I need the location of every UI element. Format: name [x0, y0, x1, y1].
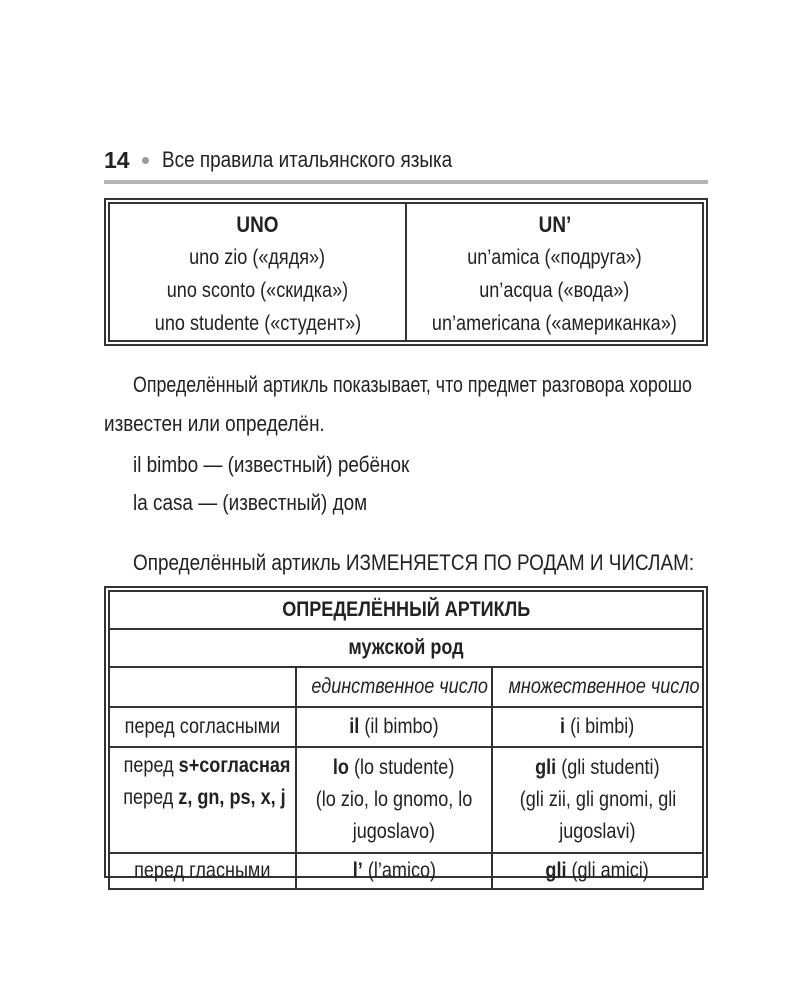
article-example: (l’amico)	[362, 859, 436, 882]
row-label-bold: s+согласная	[178, 754, 291, 777]
article-form: il	[349, 715, 360, 738]
definite-article-description-cont: известен или определён.	[104, 411, 325, 436]
page-header	[104, 146, 708, 174]
uno-heading: UNO	[236, 212, 279, 237]
article-example: (gli studenti)	[556, 756, 660, 779]
article-example: (i bimbi)	[565, 715, 635, 738]
article-example: (gli amici)	[566, 859, 650, 882]
paragraph-line	[104, 409, 361, 439]
example-line	[133, 488, 405, 518]
uno-example: uno studente («студент»)	[154, 312, 361, 335]
singular-header-text: единственное число	[311, 675, 489, 698]
example-line	[133, 450, 454, 480]
row-label-text: перед гласными	[134, 859, 271, 882]
article-example: (gli zii, gli gnomi, gli	[519, 788, 676, 811]
page-number: 14	[104, 147, 130, 173]
singular-column-header	[296, 667, 492, 707]
row-label	[109, 707, 296, 747]
article-example: jugoslavi)	[559, 820, 636, 843]
gender-header-text: мужской род	[348, 636, 464, 659]
article-example: (il bimbo)	[359, 715, 439, 738]
caps-text: ИЗМЕНЯЕТСЯ ПО РОДАМ И ЧИСЛАМ:	[345, 550, 695, 575]
article-form: i	[560, 715, 566, 738]
row-label-text: перед	[123, 786, 179, 809]
definite-article-description: Определённый артикль показывает, что предмет разговора хорошо	[133, 372, 692, 397]
uno-example: uno zio («дядя»)	[189, 246, 326, 269]
table-title-text: ОПРЕДЕЛЁННЫЙ АРТИКЛЬ	[281, 598, 531, 621]
empty-corner-cell	[109, 667, 296, 707]
row-label-bold: z, gn, ps, x, j	[178, 786, 286, 809]
row-label-text: перед согласными	[124, 715, 281, 738]
header-divider	[104, 180, 708, 184]
example-il-bimbo: il bimbo — (известный) ребёнок	[133, 452, 410, 477]
row-label	[109, 747, 296, 853]
book-title: Все правила итальянского языка	[162, 147, 453, 172]
table-row	[109, 707, 703, 747]
table-title	[109, 591, 703, 629]
gender-header	[109, 629, 703, 667]
changes-by-gender-number	[133, 548, 694, 578]
singular-cell	[296, 707, 492, 747]
article-form: gli	[545, 859, 567, 882]
row-label-text: перед	[123, 754, 179, 777]
paragraph-line	[133, 548, 785, 578]
bullet-separator-icon	[142, 157, 149, 164]
plural-column-header	[492, 667, 703, 707]
un-apostrophe-example: un’americana («американка»)	[432, 312, 677, 335]
article-form: l’	[352, 859, 363, 882]
example-la-casa: la casa — (известный) дом	[133, 490, 368, 515]
article-form: gli	[535, 756, 557, 779]
table-row	[109, 747, 703, 853]
plural-header-text: множественное число	[508, 675, 700, 698]
plural-cell	[492, 747, 703, 853]
plural-cell	[492, 853, 703, 889]
un-apostrophe-example: un’acqua («вода»)	[479, 279, 630, 302]
un-apostrophe-example: un’amica («подруга»)	[467, 246, 642, 269]
un-apostrophe-column	[406, 203, 703, 341]
article-example: (lo studente)	[349, 756, 455, 779]
row-label	[109, 853, 296, 889]
singular-cell	[296, 853, 492, 889]
definite-article-table	[104, 586, 708, 882]
lead-text: Определённый артикль	[133, 550, 346, 575]
article-form: lo	[333, 756, 350, 779]
table-row	[109, 853, 703, 889]
paragraph-line	[133, 370, 800, 400]
plural-cell	[492, 707, 703, 747]
uno-example: uno sconto («скидка»)	[166, 279, 349, 302]
uno-column	[109, 203, 406, 341]
singular-cell	[296, 747, 492, 853]
article-example: (lo zio, lo gnomo, lo	[315, 788, 473, 811]
article-example: jugoslavo)	[352, 820, 436, 843]
un-apostrophe-heading: UN’	[538, 212, 571, 237]
indefinite-article-table	[104, 198, 708, 346]
